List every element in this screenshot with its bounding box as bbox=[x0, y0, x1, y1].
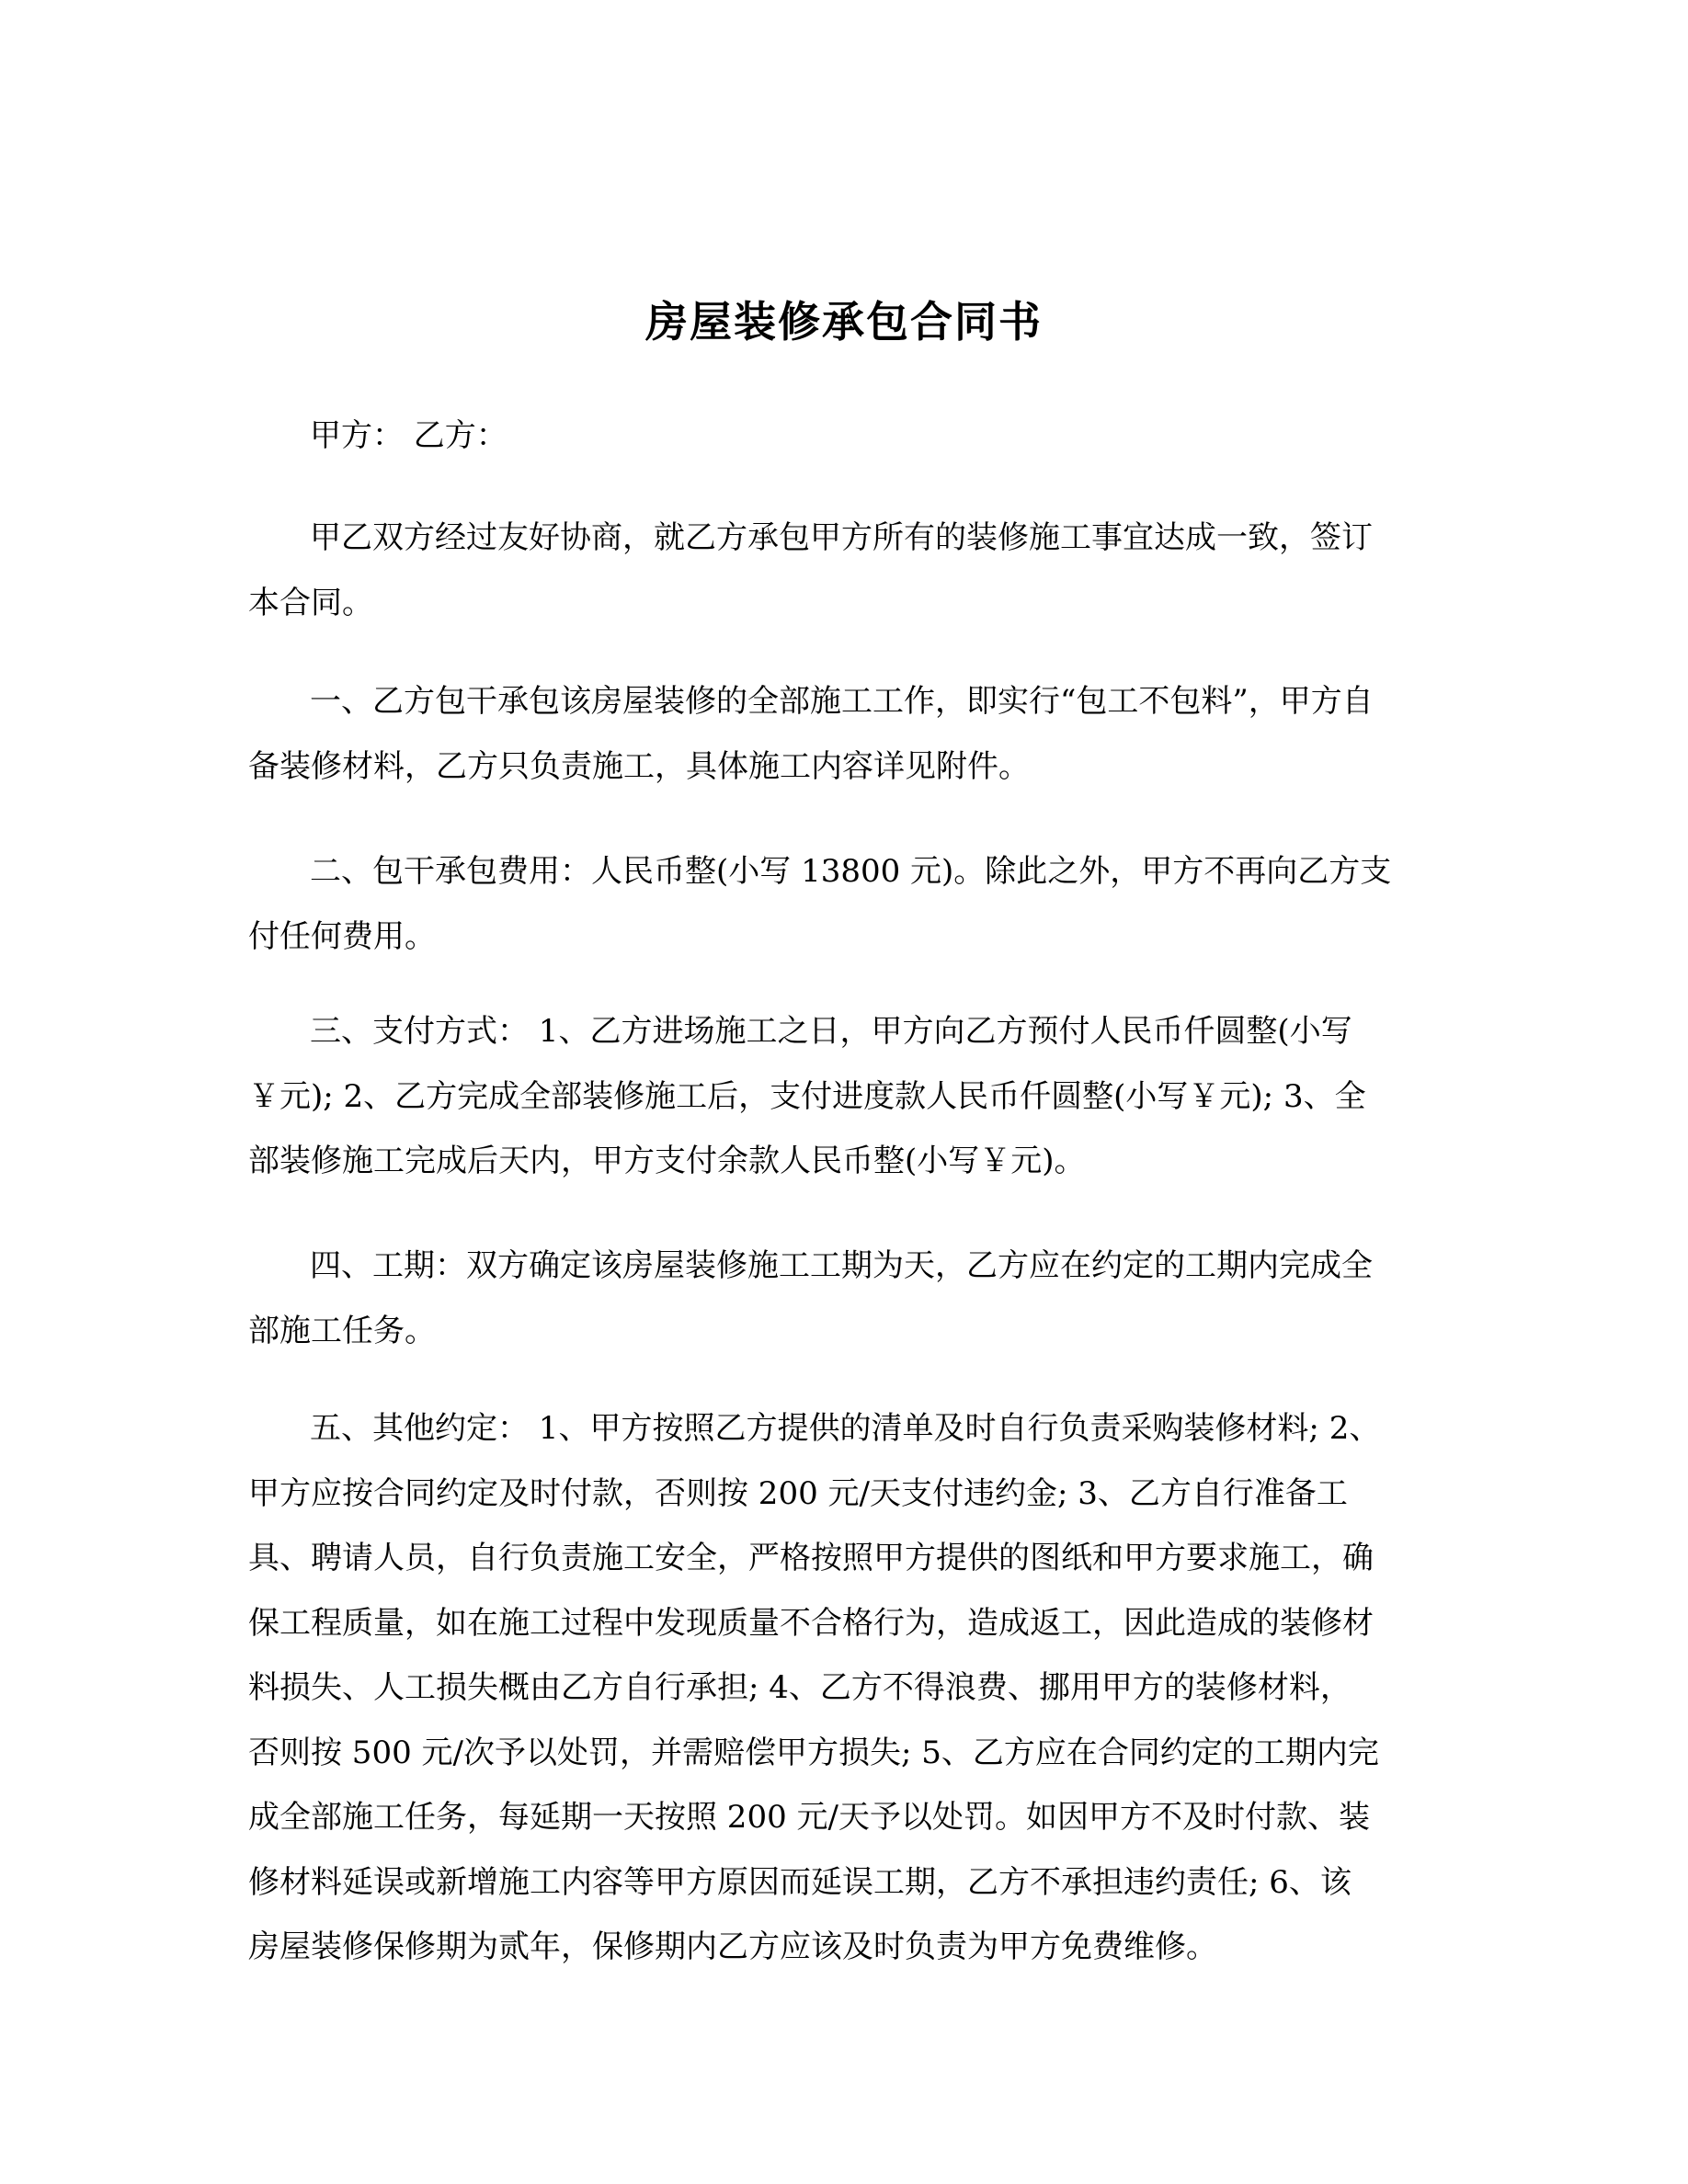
paragraph-line: 甲方： 乙方： bbox=[310, 417, 508, 454]
paragraph-line: 具、聘请人员，自行负责施工安全，严格按照甲方提供的图纸和甲方要求施工，确 bbox=[248, 1540, 1374, 1576]
paragraph-line: 四、工期：双方确定该房屋装修施工工期为天，乙方应在约定的工期内完成全 bbox=[310, 1247, 1373, 1284]
paragraph bbox=[248, 669, 1443, 799]
paragraph-line: 三、支付方式： 1、乙方进场施工之日，甲方向乙方预付人民币仟圆整(小写 bbox=[310, 1013, 1352, 1050]
paragraph-line: 一、乙方包干承包该房屋装修的全部施工工作，即实行“包工不包料”，甲方自 bbox=[310, 683, 1374, 720]
paragraph-line: 甲方应按合同约定及时付款，否则按 200 元/天支付违约金; 3、乙方自行准备工 bbox=[248, 1474, 1348, 1512]
paragraph-line: 甲乙双方经过友好协商，就乙方承包甲方所有的装修施工事宜达成一致，签订 bbox=[310, 519, 1373, 556]
paragraph-line: 房屋装修保修期为贰年，保修期内乙方应该及时负责为甲方免费维修。 bbox=[248, 1928, 1217, 1965]
paragraph-line: 二、包干承包费用：人民币整(小写 13800 元)。除此之外，甲方不再向乙方支 bbox=[310, 853, 1392, 890]
document-title: 房屋装修承包合同书 bbox=[645, 297, 1043, 347]
paragraph-line: 部施工任务。 bbox=[248, 1312, 436, 1349]
paragraph bbox=[248, 506, 1443, 635]
paragraph-line: 料损失、人工损失概由乙方自行承担; 4、乙方不得浪费、挪用甲方的装修材料， bbox=[248, 1669, 1352, 1706]
paragraph-line: 修材料延误或新增施工内容等甲方原因而延误工期，乙方不承担违约责任; 6、该 bbox=[248, 1863, 1352, 1901]
paragraph bbox=[248, 839, 1443, 969]
paragraph-line: 部装修施工完成后天内，甲方支付余款人民币整(小写￥元)。 bbox=[248, 1143, 1086, 1179]
paragraph bbox=[248, 404, 1443, 469]
paragraph-line: 保工程质量，如在施工过程中发现质量不合格行为，造成返工，因此造成的装修材 bbox=[248, 1604, 1374, 1642]
paragraph bbox=[248, 1396, 1443, 1980]
paragraph bbox=[248, 1234, 1443, 1363]
paragraph-line: 成全部施工任务，每延期一天按照 200 元/天予以处罚。如因甲方不及时付款、装 bbox=[248, 1799, 1370, 1836]
paragraph-line: ￥元); 2、乙方完成全部装修施工后，支付进度款人民币仟圆整(小写￥元); 3、全 bbox=[248, 1077, 1366, 1115]
paragraph-line: 备装修材料，乙方只负责施工，具体施工内容详见附件。 bbox=[248, 747, 1030, 785]
paragraph-line: 五、其他约定： 1、甲方按照乙方提供的清单及时自行负责采购装修材料; 2、 bbox=[310, 1410, 1381, 1447]
paragraph-line: 本合同。 bbox=[248, 584, 373, 621]
paragraph bbox=[248, 999, 1443, 1194]
paragraph-line: 付任何费用。 bbox=[248, 917, 436, 955]
paragraph-line: 否则按 500 元/次予以处罚，并需赔偿甲方损失; 5、乙方应在合同约定的工期内完 bbox=[248, 1734, 1379, 1771]
